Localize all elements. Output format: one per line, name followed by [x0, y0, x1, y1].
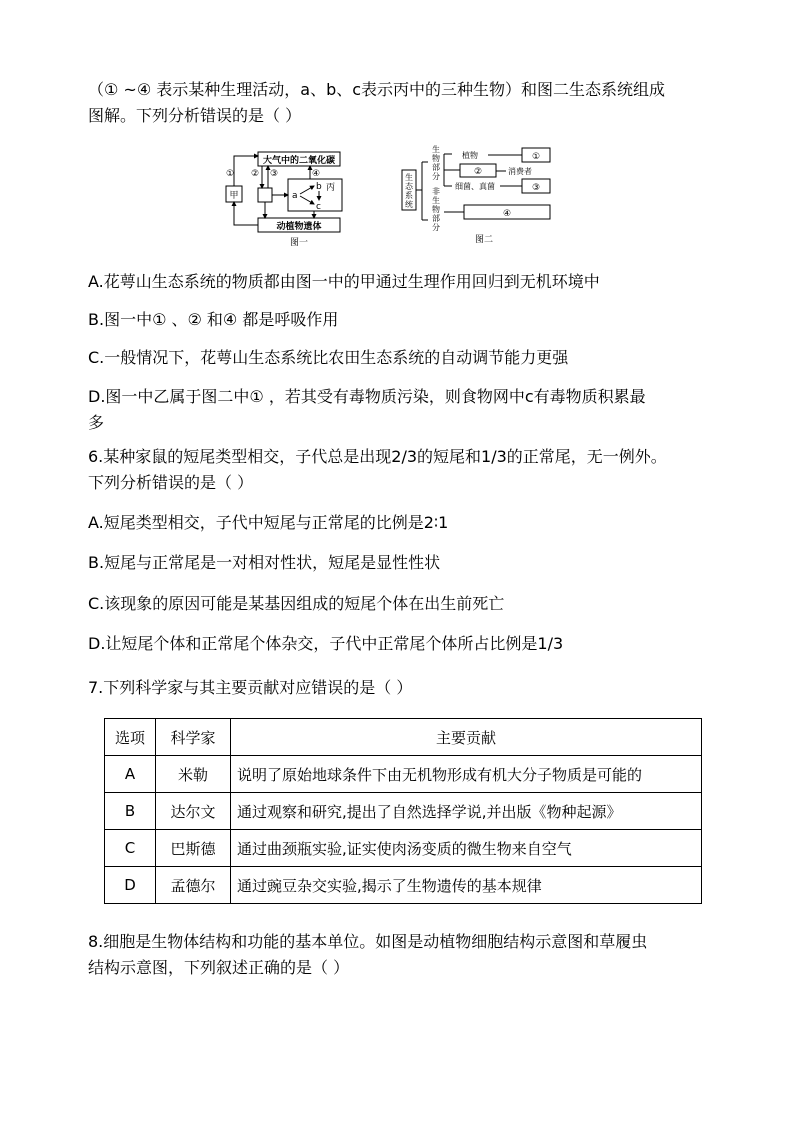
fig1-bing: 丙	[326, 183, 336, 193]
q5-intro-line-2: 图解。下列分析错误的是（ ）	[88, 106, 302, 125]
fig1-caption: 图一	[289, 238, 309, 248]
fig2-root: 生态系统	[405, 173, 413, 209]
q7-table	[104, 718, 702, 904]
table-cell: C	[105, 830, 156, 867]
fig1-label-1: ①	[226, 169, 235, 179]
fig2-box-3: ③	[531, 183, 541, 193]
table-cell: 通过观察和研究,提出了自然选择学说,并出版《物种起源》	[231, 793, 702, 830]
q5-intro-line-1: （① ~④ 表示某种生理活动，a、b、c表示丙中的三种生物）和图二生态系统组成	[88, 80, 666, 99]
fig1-bottom-box: 动植物遗体	[276, 222, 322, 232]
q5-option-d-cont: 多	[88, 413, 105, 432]
fig2-bio: 生物部分	[432, 145, 440, 181]
figure-two	[400, 144, 560, 248]
table-row	[105, 830, 702, 867]
fig1-top-box: 大气中的二氧化碳	[262, 156, 336, 166]
fig1-label-2: ②	[251, 169, 260, 179]
q6-option-a: A.短尾类型相交，子代中短尾与正常尾的比例是2∶1	[88, 513, 449, 532]
fig2-box-4: ④	[502, 209, 512, 219]
table-cell: D	[105, 867, 156, 904]
table-cell: 说明了原始地球条件下由无机物形成有机大分子物质是可能的	[231, 756, 702, 793]
q5-option-d: D.图一中乙属于图二中① ，若其受有毒物质污染，则食物网中c有毒物质积累最	[88, 387, 646, 406]
fig2-caption: 图二	[474, 235, 494, 245]
table-row	[105, 756, 702, 793]
fig2-consumer: 消费者	[508, 167, 532, 176]
fig2-box-1: ①	[531, 152, 541, 162]
fig2-decomposer: 细菌、真菌	[455, 182, 495, 191]
q5-option-b: B.图一中① 、② 和④ 都是呼吸作用	[88, 310, 339, 329]
q6-option-d: D.让短尾个体和正常尾个体杂交，子代中正常尾个体所占比例是1/3	[88, 634, 564, 653]
fig2-nonbio: 非生物部分	[432, 187, 440, 232]
table-row	[105, 793, 702, 830]
q6-option-b: B.短尾与正常尾是一对相对性状，短尾是显性性状	[88, 553, 441, 572]
q5-option-c: C.一般情况下，花萼山生态系统比农田生态系统的自动调节能力更强	[88, 348, 569, 367]
table-header-cell: 选项	[105, 719, 156, 756]
fig1-c: c	[316, 202, 321, 212]
table-header-row	[105, 719, 702, 756]
fig1-jia: 甲	[229, 191, 239, 201]
table-cell: 孟德尔	[156, 867, 231, 904]
q8-stem-line-2: 结构示意图，下列叙述正确的是（ ）	[88, 958, 350, 977]
table-cell: B	[105, 793, 156, 830]
table-cell: 通过豌豆杂交实验,揭示了生物遗传的基本规律	[231, 867, 702, 904]
q5-option-a: A.花萼山生态系统的物质都由图一中的甲通过生理作用回归到无机环境中	[88, 272, 600, 291]
fig1-label-3: ③	[270, 169, 279, 179]
fig1-a: a	[292, 191, 298, 201]
q6-stem-line-1: 6.某种家鼠的短尾类型相交，子代总是出现2/3的短尾和1/3的正常尾，无一例外。	[88, 447, 667, 466]
fig1-b: b	[316, 182, 322, 192]
table-header-cell: 科学家	[156, 719, 231, 756]
table-cell: 通过曲颈瓶实验,证实使肉汤变质的微生物来自空气	[231, 830, 702, 867]
q6-option-c: C.该现象的原因可能是某基因组成的短尾个体在出生前死亡	[88, 594, 505, 613]
table-header-cell: 主要贡献	[231, 719, 702, 756]
table-cell: 米勒	[156, 756, 231, 793]
q8-stem-line-1: 8.细胞是生物体结构和功能的基本单位。如图是动植物细胞结构示意图和草履虫	[88, 932, 648, 951]
table-cell: A	[105, 756, 156, 793]
fig2-plant: 植物	[462, 151, 478, 160]
q7-stem: 7.下列科学家与其主要贡献对应错误的是（ ）	[88, 678, 413, 697]
fig1-label-4: ④	[312, 169, 321, 179]
table-row	[105, 867, 702, 904]
q6-stem-line-2: 下列分析错误的是（ ）	[88, 473, 254, 492]
figure-one	[218, 146, 378, 250]
table-cell: 达尔文	[156, 793, 231, 830]
table-cell: 巴斯德	[156, 830, 231, 867]
fig2-box-2: ②	[473, 167, 483, 177]
